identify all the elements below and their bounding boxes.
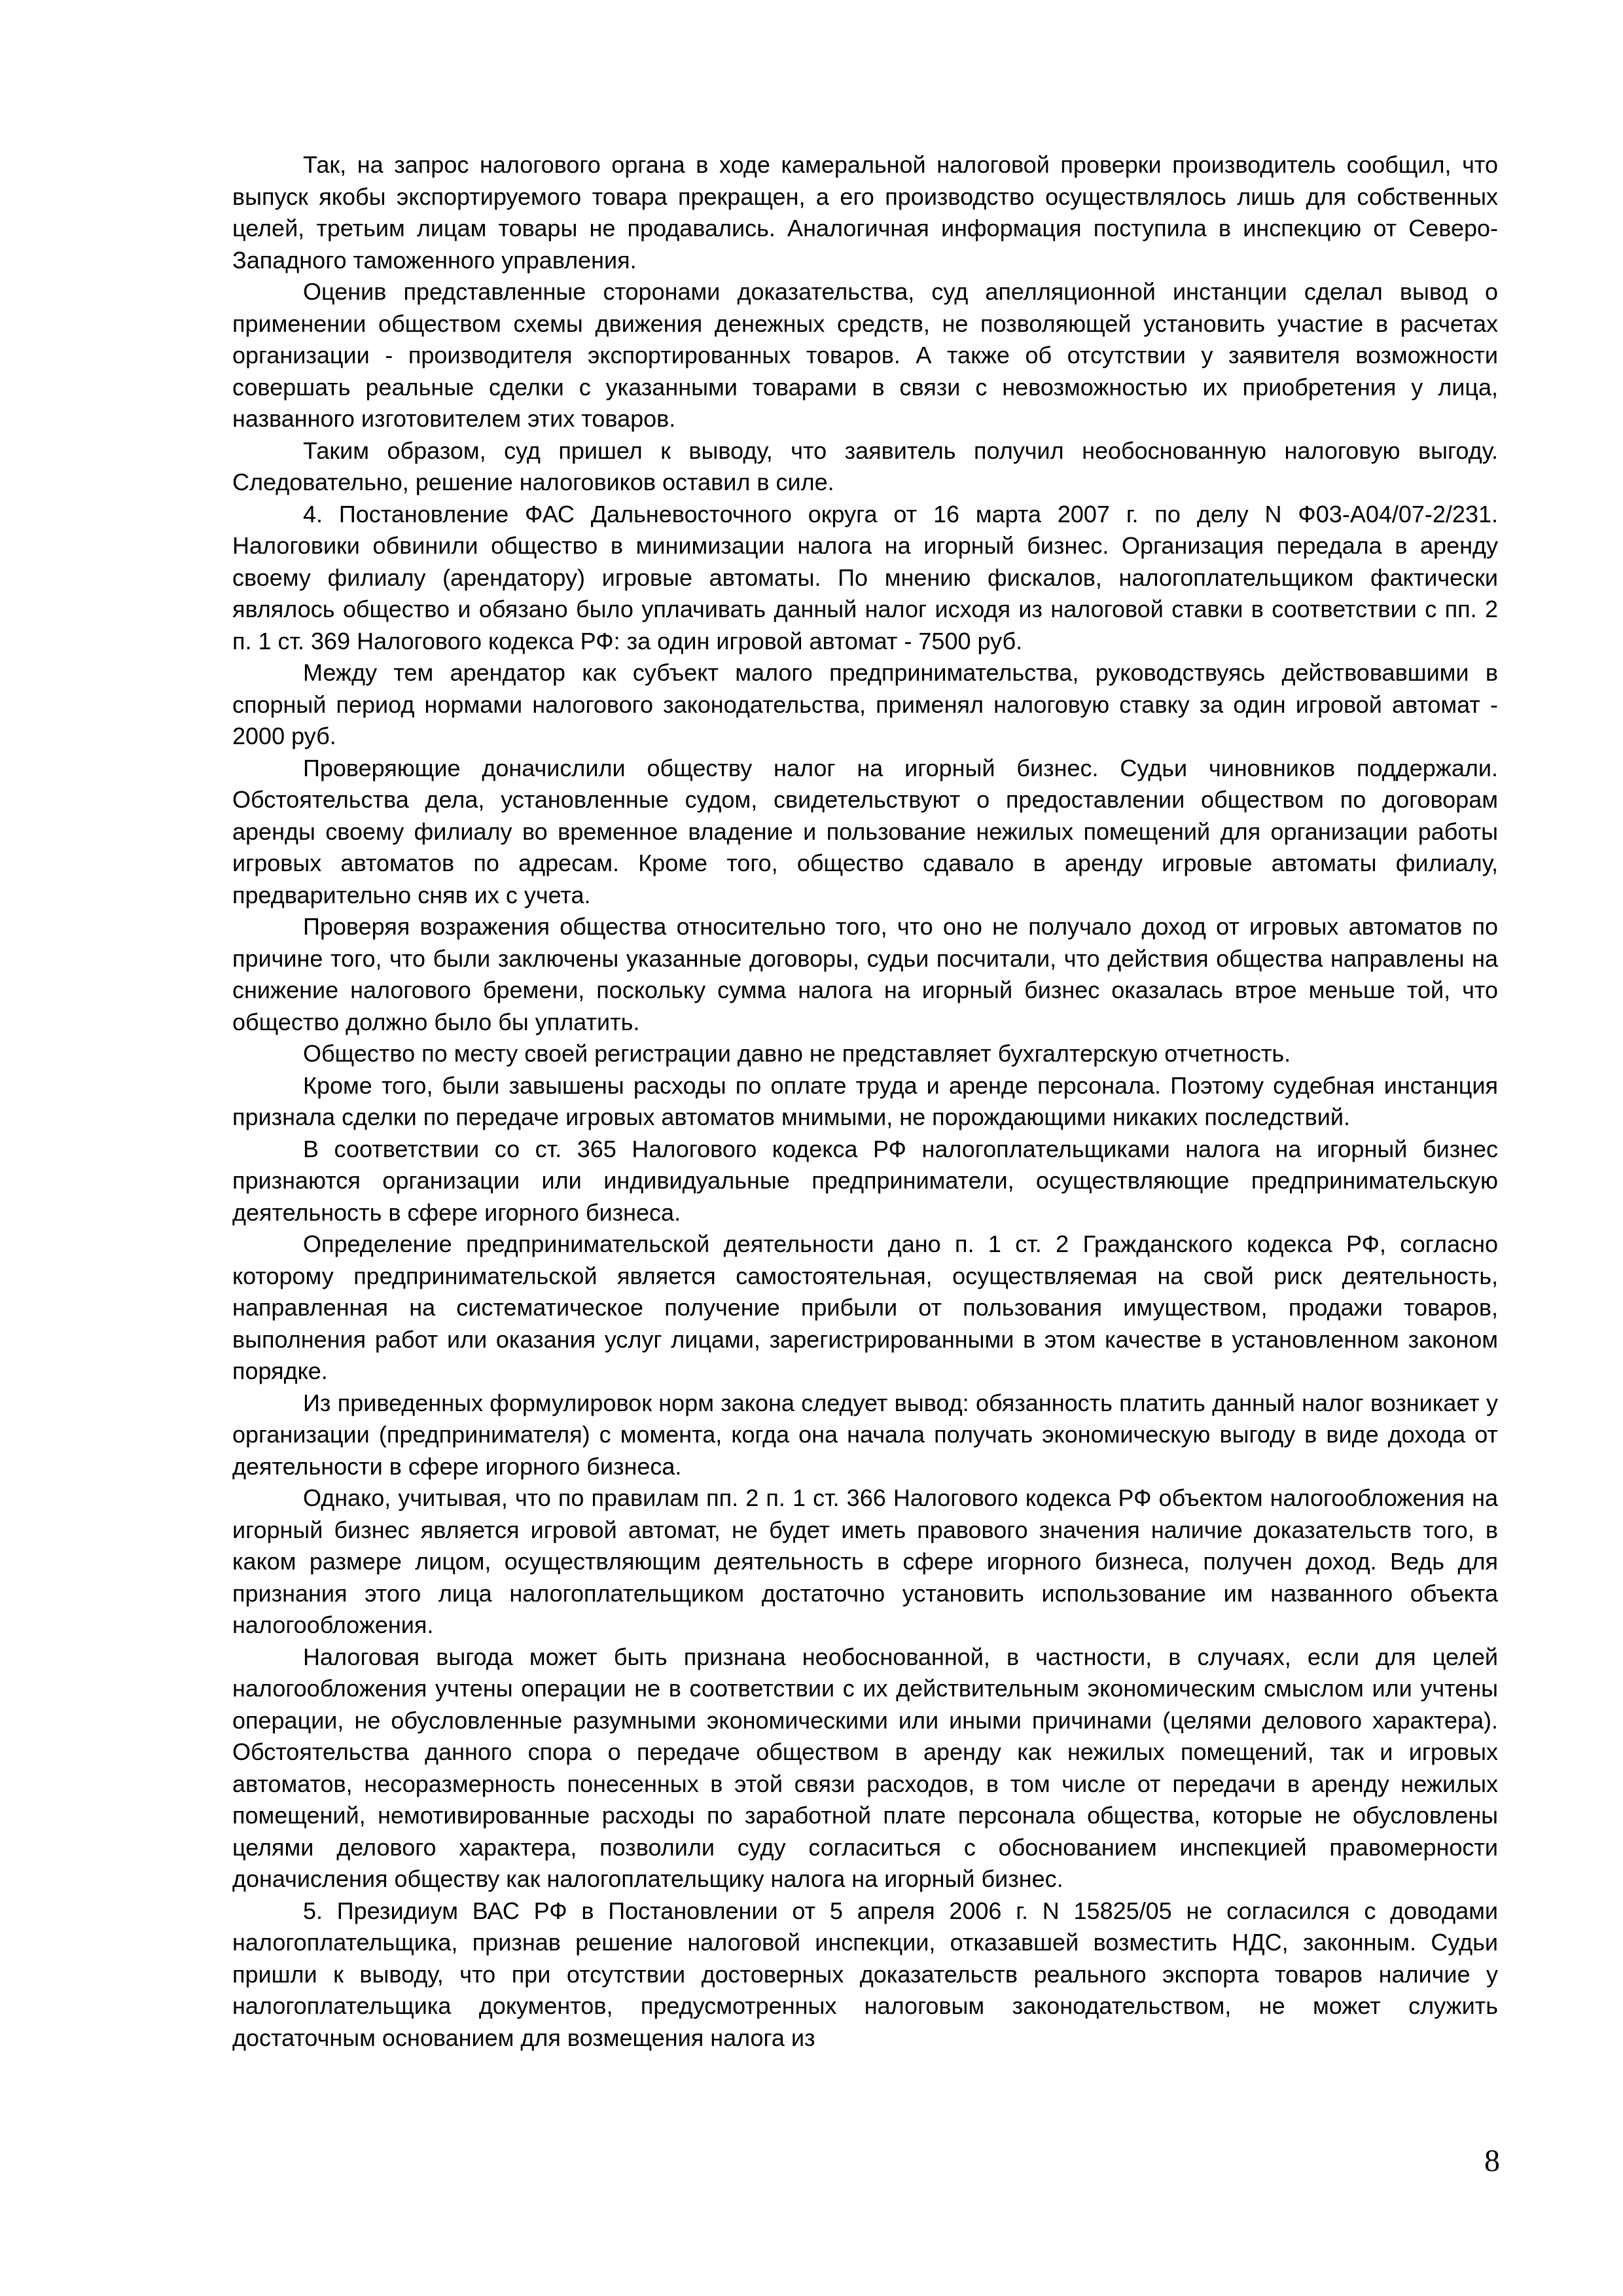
paragraph-13: Однако, учитывая, что по правилам пп. 2 п. 1 ст. 366 Налогового кодекса РФ объектом налогообложения на игорный бизнес является игровой автомат, не будет иметь правового значения наличие доказательств того, в каком размере лицом, осуществляющим деятельность в сфере игорного бизнеса, получен доход. Ведь для признания этого лица налогоплательщиком достаточно установить использование им названного объекта налогообложения. xyxy=(232,1484,1498,1638)
paragraph-1: Так, на запрос налогового органа в ходе камеральной налоговой проверки производитель сообщил, что выпуск якобы экспортируемого товара прекращен, а его производство осуществлялось лишь для собственных целей, третьим лицам товары не продавались. Аналогичная информация поступила в инспекцию от Северо-Западного таможенного управления. xyxy=(232,151,1498,274)
paragraph-11: Определение предпринимательской деятельности дано п. 1 ст. 2 Гражданского кодекса РФ, согласно которому предпринимательской является самостоятельная, осуществляемая на свой риск деятельность, направленная на систематическое получение прибыли от пользования имуществом, продажи товаров, выполнения работ или оказания услуг лицами, зарегистрированными в этом качестве в установленном законом порядке. xyxy=(232,1230,1498,1384)
paragraph-9: Кроме того, были завышены расходы по оплате труда и аренде персонала. Поэтому судебная инстанция признала сделки по передаче игровых автоматов мнимыми, не порождающими никаких последствий. xyxy=(232,1071,1498,1130)
paragraph-2: Оценив представленные сторонами доказательства, суд апелляционной инстанции сделал вывод о применении обществом схемы движения денежных средств, не позволяющей установить участие в расчетах организации - производителя экспортированных товаров. А также об отсутствии у заявителя возможности совершать реальные сделки с указанными товарами в связи с невозможностью их приобретения у лица, названного изготовителем этих товаров. xyxy=(232,278,1498,432)
page-number: 8 xyxy=(1484,2144,1500,2178)
paragraph-5: Между тем арендатор как субъект малого предпринимательства, руководствуясь действовавшими в спорный период нормами налогового законодательства, применял налоговую ставку за один игровой автомат - 2000 руб. xyxy=(232,659,1498,749)
paragraph-15: 5. Президиум ВАС РФ в Постановлении от 5 апреля 2006 г. N 15825/05 не согласился с доводами налогоплательщика, признав решение налоговой инспекции, отказавшей возместить НДС, законным. Судьи пришли к выводу, что при отсутствии достоверных доказательств реального экспорта товаров наличие у налогоплательщика документов, предусмотренных налоговым законодательством, не может служить достаточным основанием для возмещения налога из xyxy=(232,1897,1498,2051)
paragraph-6: Проверяющие доначислили обществу налог на игорный бизнес. Судьи чиновников поддержали. Обстоятельства дела, установленные судом, свидетельствуют о предоставлении обществом по договорам аренды своему филиалу во временное владение и пользование нежилых помещений для организации работы игровых автоматов по адресам. Кроме того, общество сдавало в аренду игровые автоматы филиалу, предварительно сняв их с учета. xyxy=(232,754,1498,908)
paragraph-12: Из приведенных формулировок норм закона следует вывод: обязанность платить данный налог возникает у организации (предпринимателя) с момента, когда она начала получать экономическую выгоду в виде дохода от деятельности в сфере игорного бизнеса. xyxy=(232,1389,1498,1480)
paragraph-8: Общество по месту своей регистрации давно не представляет бухгалтерскую отчетность. xyxy=(303,1040,1291,1067)
paragraph-10: В соответствии со ст. 365 Налогового кодекса РФ налогоплательщиками налога на игорный бизнес признаются организации или индивидуальные предприниматели, осуществляющие предпринимательскую деятельность в сфере игорного бизнеса. xyxy=(232,1135,1498,1226)
paragraph-4: 4. Постановление ФАС Дальневосточного округа от 16 марта 2007 г. по делу N Ф03-А04/07-2/231. Налоговики обвинили общество в минимизации налога на игорный бизнес. Организация передала в аренду своему филиалу (арендатору) игровые автоматы. По мнению фискалов, налогоплательщиком фактически являлось общество и обязано было уплачивать данный налог исходя из налоговой ставки в соответствии с пп. 2 п. 1 ст. 369 Налогового кодекса РФ: за один игровой автомат - 7500 руб. xyxy=(232,500,1498,655)
paragraph-3: Таким образом, суд пришел к выводу, что заявитель получил необоснованную налоговую выгоду. Следовательно, решение налоговиков оставил в силе. xyxy=(232,437,1498,495)
document-body xyxy=(232,149,1498,2054)
paragraph-7: Проверяя возражения общества относительно того, что оно не получало доход от игровых автоматов по причине того, что были заключены указанные договоры, судьи посчитали, что действия общества направлены на снижение налогового бремени, поскольку сумма налога на игорный бизнес оказалась втрое меньше той, что общество должно было бы уплатить. xyxy=(232,913,1498,1035)
paragraph-14: Налоговая выгода может быть признана необоснованной, в частности, в случаях, если для целей налогообложения учтены операции не в соответствии с их действительным экономическим смыслом или учтены операции, не обусловленные разумными экономическими или иными причинами (целями делового характера). Обстоятельства данного спора о передаче обществом в аренду как нежилых помещений, так и игровых автоматов, несоразмерность понесенных в этой связи расходов, в том числе от передачи в аренду нежилых помещений, немотивированные расходы по заработной плате персонала общества, которые не обусловлены целями делового характера, позволили суду согласиться с обоснованием инспекцией правомерности доначисления обществу как налогоплательщику налога на игорный бизнес. xyxy=(232,1643,1498,1892)
